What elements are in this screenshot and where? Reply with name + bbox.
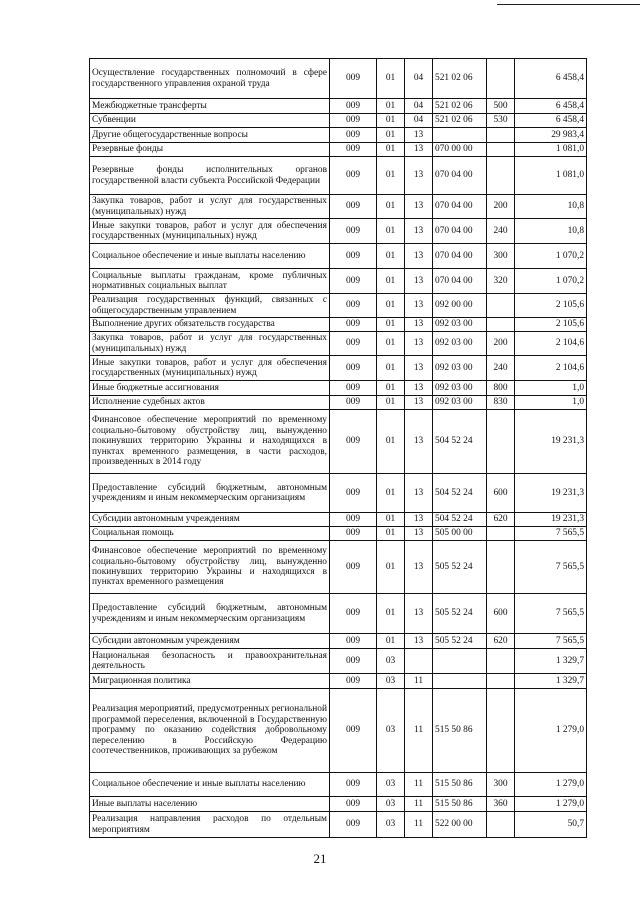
table-row [90,541,587,594]
row-name: Выполнение других обязательств государства [90,318,330,332]
row-subsection-code: 13 [405,541,433,594]
row-ministry-code: 009 [330,244,377,269]
row-section-code: 01 [377,157,405,195]
row-expense-type-code [487,541,515,594]
row-amount: 2 104,6 [515,356,587,381]
row-name: Финансовое обеспечение мероприятий по временному социально-бытовому обустройству лиц, вынужденно покинувших территорию Украины и находящихся в пунктах временного размещения [90,541,330,594]
row-subsection-code: 13 [405,294,433,318]
row-name: Национальная безопасность и правоохранительная деятельность [90,649,330,674]
row-subsection-code: 13 [405,269,433,294]
table-row [90,59,587,99]
row-subsection-code: 13 [405,219,433,244]
row-amount: 1,0 [515,396,587,410]
table-row [90,294,587,318]
row-amount: 1,0 [515,381,587,396]
row-target-code: 515 50 86 [433,797,487,812]
row-ministry-code: 009 [330,294,377,318]
table-row [90,474,587,513]
table-row [90,318,587,332]
row-expense-type-code: 360 [487,797,515,812]
row-amount: 6 458,4 [515,114,587,128]
row-amount: 2 105,6 [515,294,587,318]
table-row [90,594,587,634]
row-ministry-code: 009 [330,812,377,838]
row-expense-type-code: 620 [487,634,515,649]
row-ministry-code: 009 [330,114,377,128]
row-name: Осуществление государственных полномочий в сфере государственного управления охраной труда [90,59,330,99]
table-row [90,381,587,396]
row-expense-type-code [487,649,515,674]
table-row [90,219,587,244]
row-amount: 7 565,5 [515,594,587,634]
row-ministry-code: 009 [330,541,377,594]
row-target-code: 504 52 24 [433,513,487,527]
row-subsection-code: 13 [405,594,433,634]
row-section-code: 01 [377,410,405,474]
table-row [90,99,587,114]
row-expense-type-code: 600 [487,474,515,513]
table-row [90,674,587,689]
row-amount: 1 329,7 [515,674,587,689]
row-amount: 2 104,6 [515,332,587,356]
row-ministry-code: 009 [330,381,377,396]
row-section-code: 01 [377,594,405,634]
row-name: Исполнение судебных актов [90,396,330,410]
row-ministry-code: 009 [330,332,377,356]
table-row [90,812,587,838]
row-subsection-code: 13 [405,634,433,649]
table-row [90,269,587,294]
row-name: Финансовое обеспечение мероприятий по временному социально-бытовому обустройству лиц, вынужденно покинувших территорию Украины и находящихся в пунктах временного размещения, в части расходов, произведенных в 2014 году [90,410,330,474]
row-expense-type-code: 300 [487,244,515,269]
row-section-code: 03 [377,812,405,838]
row-ministry-code: 009 [330,99,377,114]
row-name: Закупка товаров, работ и услуг для государственных (муниципальных) нужд [90,332,330,356]
row-target-code: 092 03 00 [433,318,487,332]
row-section-code: 01 [377,513,405,527]
row-section-code: 01 [377,318,405,332]
row-expense-type-code: 530 [487,114,515,128]
row-target-code: 515 50 86 [433,773,487,797]
table-row [90,513,587,527]
row-amount: 19 231,3 [515,474,587,513]
row-target-code: 092 03 00 [433,396,487,410]
row-amount: 19 231,3 [515,513,587,527]
row-section-code: 01 [377,294,405,318]
row-section-code: 01 [377,541,405,594]
row-target-code: 070 04 00 [433,244,487,269]
row-expense-type-code [487,674,515,689]
row-expense-type-code [487,812,515,838]
row-name: Субвенции [90,114,330,128]
row-ministry-code: 009 [330,594,377,634]
row-name: Социальные выплаты гражданам, кроме публичных нормативных социальных выплат [90,269,330,294]
row-subsection-code: 13 [405,332,433,356]
row-ministry-code: 009 [330,474,377,513]
row-amount: 50,7 [515,812,587,838]
row-amount: 1 081,0 [515,143,587,157]
row-target-code: 505 00 00 [433,527,487,541]
row-ministry-code: 009 [330,410,377,474]
table-row [90,634,587,649]
row-subsection-code: 13 [405,244,433,269]
row-name: Субсидии автономным учреждениям [90,513,330,527]
table-row [90,396,587,410]
row-ministry-code: 009 [330,634,377,649]
row-subsection-code: 13 [405,410,433,474]
row-name: Миграционная политика [90,674,330,689]
table-row [90,527,587,541]
row-ministry-code: 009 [330,128,377,143]
row-subsection-code: 04 [405,99,433,114]
row-subsection-code: 04 [405,114,433,128]
row-expense-type-code: 200 [487,332,515,356]
row-amount: 1 070,2 [515,269,587,294]
budget-table [89,58,587,838]
row-name: Резервные фонды [90,143,330,157]
table-row [90,797,587,812]
row-subsection-code: 13 [405,157,433,195]
row-section-code: 03 [377,797,405,812]
row-target-code: 092 03 00 [433,332,487,356]
row-section-code: 01 [377,128,405,143]
row-subsection-code: 11 [405,689,433,773]
row-target-code: 070 04 00 [433,195,487,219]
row-target-code: 070 04 00 [433,269,487,294]
row-target-code: 521 02 06 [433,114,487,128]
row-subsection-code: 13 [405,318,433,332]
row-subsection-code: 04 [405,59,433,99]
row-ministry-code: 009 [330,59,377,99]
row-ministry-code: 009 [330,157,377,195]
row-expense-type-code: 240 [487,356,515,381]
row-expense-type-code: 300 [487,773,515,797]
row-target-code: 522 00 00 [433,812,487,838]
row-expense-type-code: 600 [487,594,515,634]
row-target-code: 505 52 24 [433,541,487,594]
row-name: Иные закупки товаров, работ и услуг для обеспечения государственных (муниципальных) нужд [90,219,330,244]
table-row [90,332,587,356]
row-name: Социальная помощь [90,527,330,541]
row-name: Резервные фонды исполнительных органов государственной власти субъекта Российской Федерации [90,157,330,195]
row-target-code [433,128,487,143]
row-subsection-code: 11 [405,812,433,838]
row-section-code: 01 [377,244,405,269]
row-name: Реализация мероприятий, предусмотренных региональной программой переселения, включенной в Государственную программу по оказанию содействия добровольному переселению в Российскую Федерацию соотечественников, проживающих за рубежом [90,689,330,773]
row-target-code: 505 52 24 [433,594,487,634]
header-rule [497,4,640,5]
row-name: Субсидии автономным учреждениям [90,634,330,649]
row-target-code: 070 00 00 [433,143,487,157]
row-subsection-code: 13 [405,381,433,396]
table-row [90,143,587,157]
row-amount: 29 983,4 [515,128,587,143]
row-amount: 6 458,4 [515,99,587,114]
row-amount: 7 565,5 [515,541,587,594]
row-amount: 19 231,3 [515,410,587,474]
row-ministry-code: 009 [330,674,377,689]
row-name: Предоставление субсидий бюджетным, автономным учреждениям и иным некоммерческим организациям [90,594,330,634]
row-target-code: 505 52 24 [433,634,487,649]
row-subsection-code: 13 [405,396,433,410]
row-expense-type-code [487,689,515,773]
row-section-code: 03 [377,773,405,797]
row-target-code [433,649,487,674]
row-target-code [433,674,487,689]
row-amount: 7 565,5 [515,634,587,649]
row-name: Реализация государственных функций, связанных с общегосударственным управлением [90,294,330,318]
page-number: 21 [313,851,327,866]
row-name: Социальное обеспечение и иные выплаты населению [90,244,330,269]
table-row [90,773,587,797]
row-subsection-code: 13 [405,195,433,219]
row-amount: 10,8 [515,195,587,219]
row-expense-type-code: 320 [487,269,515,294]
table-row [90,649,587,674]
table-row [90,157,587,195]
row-section-code: 01 [377,195,405,219]
row-section-code: 01 [377,356,405,381]
row-section-code: 01 [377,634,405,649]
row-ministry-code: 009 [330,269,377,294]
row-subsection-code: 13 [405,513,433,527]
row-amount: 1 070,2 [515,244,587,269]
row-name: Другие общегосударственные вопросы [90,128,330,143]
row-section-code: 01 [377,332,405,356]
row-amount: 1 279,0 [515,797,587,812]
row-amount: 1 329,7 [515,649,587,674]
row-target-code: 515 50 86 [433,689,487,773]
row-section-code: 01 [377,114,405,128]
row-target-code: 504 52 24 [433,474,487,513]
row-expense-type-code [487,318,515,332]
row-section-code: 01 [377,381,405,396]
row-section-code: 01 [377,269,405,294]
table-row [90,689,587,773]
row-ministry-code: 009 [330,649,377,674]
row-expense-type-code [487,157,515,195]
row-ministry-code: 009 [330,797,377,812]
table-row [90,410,587,474]
table-row [90,195,587,219]
row-name: Межбюджетные трансферты [90,99,330,114]
row-section-code: 01 [377,143,405,157]
row-name: Социальное обеспечение и иные выплаты населению [90,773,330,797]
row-target-code: 092 03 00 [433,381,487,396]
row-subsection-code: 11 [405,674,433,689]
row-subsection-code: 13 [405,356,433,381]
row-target-code: 092 00 00 [433,294,487,318]
row-section-code: 01 [377,99,405,114]
row-subsection-code: 13 [405,527,433,541]
row-ministry-code: 009 [330,195,377,219]
row-target-code: 070 04 00 [433,157,487,195]
row-expense-type-code [487,294,515,318]
row-section-code: 03 [377,649,405,674]
row-subsection-code [405,649,433,674]
row-section-code: 01 [377,527,405,541]
row-amount: 6 458,4 [515,59,587,99]
row-ministry-code: 009 [330,356,377,381]
row-expense-type-code [487,143,515,157]
row-section-code: 01 [377,219,405,244]
row-name: Закупка товаров, работ и услуг для государственных (муниципальных) нужд [90,195,330,219]
row-amount: 7 565,5 [515,527,587,541]
row-section-code: 03 [377,689,405,773]
row-target-code: 504 52 24 [433,410,487,474]
row-subsection-code: 13 [405,143,433,157]
row-ministry-code: 009 [330,396,377,410]
row-target-code: 092 03 00 [433,356,487,381]
row-ministry-code: 009 [330,513,377,527]
row-expense-type-code: 800 [487,381,515,396]
row-expense-type-code [487,410,515,474]
row-section-code: 01 [377,396,405,410]
table-row [90,244,587,269]
row-ministry-code: 009 [330,219,377,244]
row-amount: 10,8 [515,219,587,244]
row-subsection-code: 13 [405,128,433,143]
row-target-code: 070 04 00 [433,219,487,244]
row-section-code: 01 [377,59,405,99]
row-name: Иные выплаты населению [90,797,330,812]
row-expense-type-code: 830 [487,396,515,410]
row-name: Иные бюджетные ассигнования [90,381,330,396]
row-ministry-code: 009 [330,527,377,541]
row-expense-type-code: 240 [487,219,515,244]
row-ministry-code: 009 [330,143,377,157]
row-subsection-code: 11 [405,797,433,812]
row-section-code: 01 [377,474,405,513]
row-ministry-code: 009 [330,773,377,797]
row-target-code: 521 02 06 [433,59,487,99]
budget-table-body [90,59,587,838]
row-name: Реализация направления расходов по отдельным мероприятиям [90,812,330,838]
row-expense-type-code [487,128,515,143]
table-row [90,356,587,381]
row-expense-type-code [487,59,515,99]
row-expense-type-code [487,527,515,541]
row-target-code: 521 02 06 [433,99,487,114]
row-expense-type-code: 200 [487,195,515,219]
row-expense-type-code: 500 [487,99,515,114]
row-subsection-code: 13 [405,474,433,513]
table-row [90,114,587,128]
row-subsection-code: 11 [405,773,433,797]
row-amount: 1 279,0 [515,773,587,797]
row-amount: 1 081,0 [515,157,587,195]
row-amount: 2 105,6 [515,318,587,332]
row-amount: 1 279,0 [515,689,587,773]
row-ministry-code: 009 [330,318,377,332]
row-ministry-code: 009 [330,689,377,773]
row-name: Предоставление субсидий бюджетным, автономным учреждениям и иным некоммерческим организациям [90,474,330,513]
row-section-code: 03 [377,674,405,689]
table-row [90,128,587,143]
row-name: Иные закупки товаров, работ и услуг для обеспечения государственных (муниципальных) нужд [90,356,330,381]
row-expense-type-code: 620 [487,513,515,527]
